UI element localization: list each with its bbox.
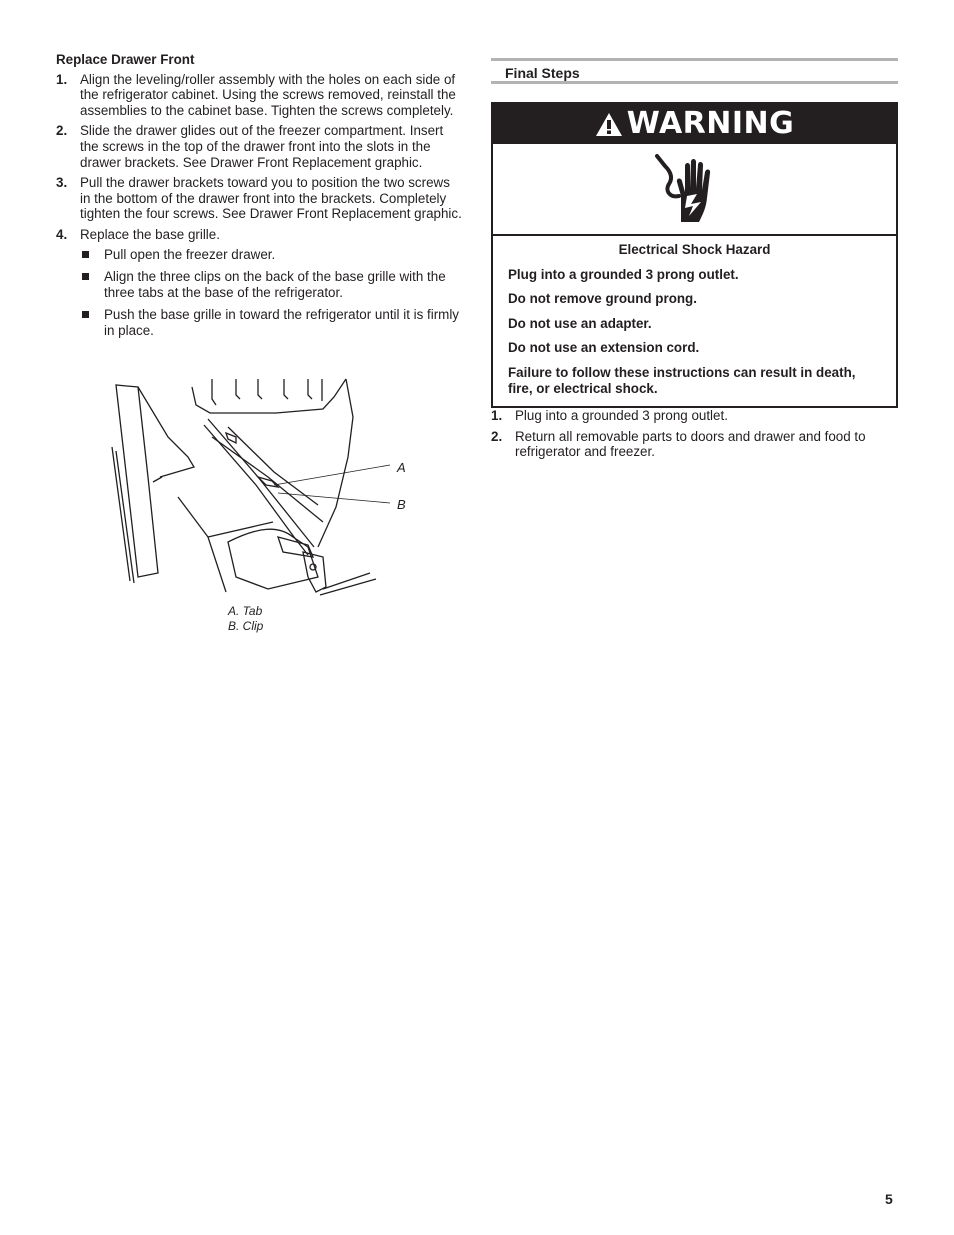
bullet-item: [80, 247, 464, 263]
step-item: [491, 429, 898, 460]
step-number: 1.: [491, 408, 503, 424]
step-number: 3.: [56, 175, 68, 191]
step-number: 2.: [56, 123, 68, 139]
legend-item-clip: B. Clip: [228, 619, 264, 633]
step-text: Align the leveling/roller assembly with the holes on each side of the refrigerator cabinet. Using the screws removed, reinstall the assemblies to the cabinet base. Tighten the screws completely.: [80, 71, 456, 118]
warning-header-text: WARNING: [626, 106, 795, 142]
right-column: [491, 58, 898, 465]
callout-a-label: A: [397, 460, 406, 475]
step-item: [56, 123, 464, 170]
bullet-item: [80, 307, 464, 338]
warning-line: Plug into a grounded 3 prong outlet.: [508, 266, 739, 282]
substep-list: [80, 247, 464, 339]
warning-line: Failure to follow these instructions can result in death, fire, or electrical shock.: [508, 364, 856, 396]
page-number: 5: [885, 1191, 893, 1207]
square-bullet-icon: [82, 251, 89, 258]
bullet-text: Align the three clips on the back of the base grille with the three tabs at the base of the refrigerator.: [104, 269, 446, 300]
hazard-title: Electrical Shock Hazard: [618, 242, 771, 257]
section-title-replace-drawer-front: Replace Drawer Front: [56, 52, 195, 67]
warning-line: Do not use an extension cord.: [508, 340, 700, 356]
warning-header: [493, 104, 896, 144]
legend-item-tab: A. Tab: [228, 604, 263, 618]
step-number: 2.: [491, 428, 503, 444]
replace-drawer-steps: [56, 72, 464, 339]
bullet-item: [80, 269, 464, 300]
step-item: [491, 408, 898, 424]
step-item: [56, 175, 464, 222]
section-title-final-steps: Final Steps: [505, 65, 580, 81]
square-bullet-icon: [82, 311, 89, 318]
step-text: Plug into a grounded 3 prong outlet.: [515, 408, 728, 424]
base-grille-figure: [108, 377, 424, 637]
base-grille-line-drawing: [108, 377, 424, 599]
step-number: 1.: [56, 71, 68, 87]
step-text: Slide the drawer glides out of the freezer compartment. Insert the screws in the top of the drawer front into the slots in the drawer brackets. See Drawer Front Replacement graphic.: [80, 123, 444, 170]
warning-line: Do not remove ground prong.: [508, 291, 697, 307]
bullet-text: Push the base grille in toward the refrigerator until it is firmly in place.: [104, 307, 460, 338]
step-text: Return all removable parts to doors and drawer and food to refrigerator and freezer.: [515, 428, 866, 460]
step-text: Replace the base grille.: [80, 226, 220, 242]
warning-icon-area: [493, 144, 896, 236]
warning-body: [493, 236, 896, 406]
left-column: [56, 52, 464, 346]
warning-triangle-icon: [595, 112, 623, 137]
callout-b-label: B: [397, 497, 406, 512]
bullet-text: Pull open the freezer drawer.: [104, 246, 276, 262]
warning-line: Do not use an adapter.: [508, 315, 652, 331]
final-steps-list: [491, 408, 898, 460]
electrical-shock-hand-icon: [651, 152, 723, 226]
final-steps-heading-bar: [491, 58, 898, 84]
step-text: Pull the drawer brackets toward you to position the two screws in the bottom of the drawer front into the brackets. Completely tighten the four screws. See Drawer Front Replacement graphic.: [80, 175, 462, 222]
warning-box: [491, 102, 898, 408]
step-number: 4.: [56, 226, 68, 242]
step-item: [56, 72, 464, 119]
square-bullet-icon: [82, 273, 89, 280]
step-item: [56, 227, 464, 339]
figure-legend: [228, 604, 263, 634]
